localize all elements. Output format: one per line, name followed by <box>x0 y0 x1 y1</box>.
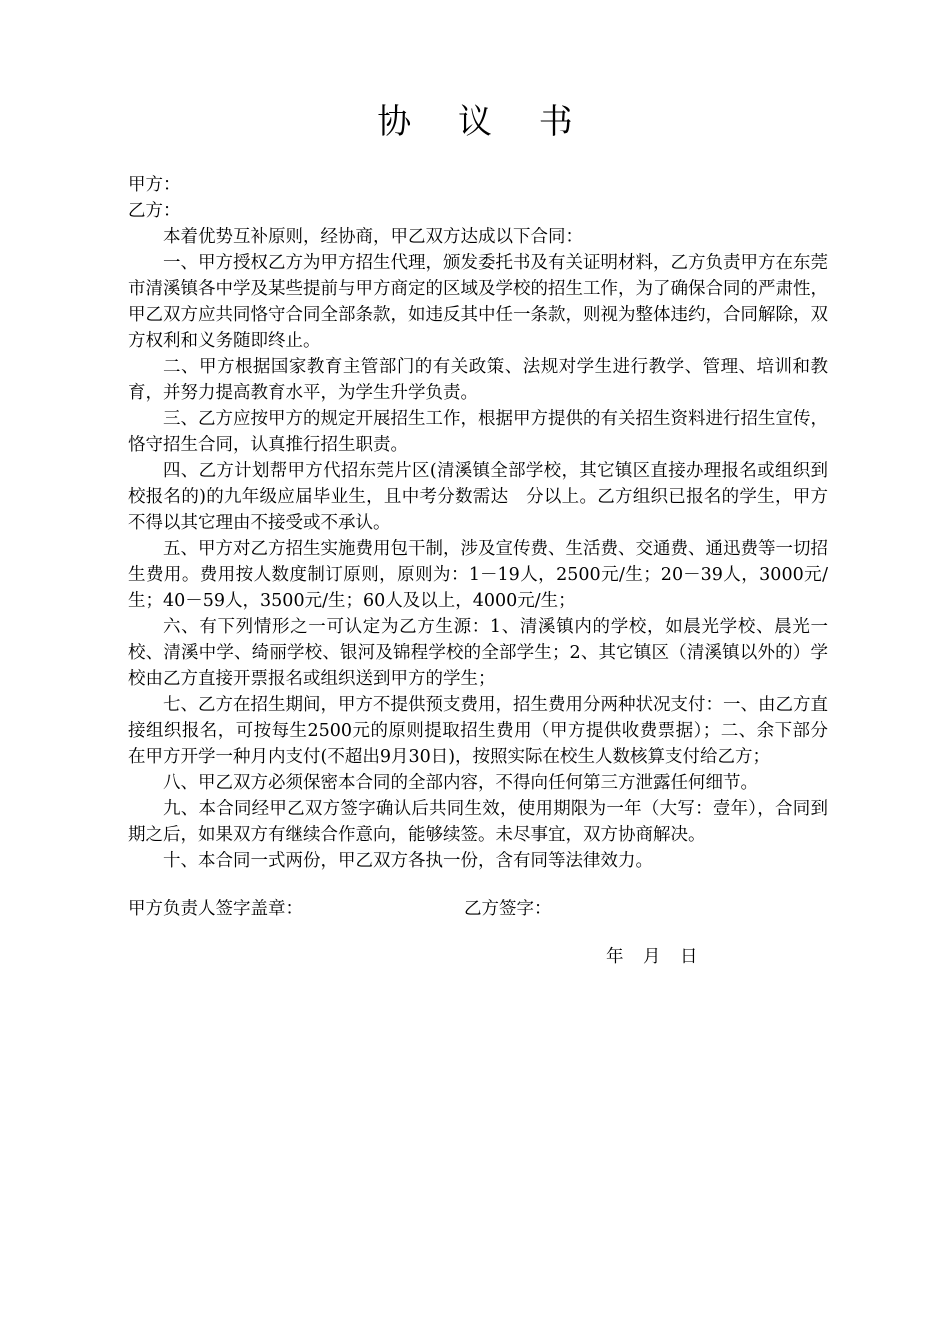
clause-6: 六、有下列情形之一可认定为乙方生源：1、清溪镇内的学校，如晨光学校、晨光一校、清溪中学、绮丽学校、银河及锦程学校的全部学生；2、其它镇区（清溪镇以外的）学校由乙方直接开票报名或组织送到甲方的学生； <box>128 617 828 689</box>
intro-paragraph: 本着优势互补原则，经协商，甲乙双方达成以下合同： <box>163 227 583 247</box>
clause-9: 九、本合同经甲乙双方签字确认后共同生效，使用期限为一年（大写：壹年），合同到期之后，如果双方有继续合作意向，能够续签。未尽事宜，双方协商解决。 <box>128 799 828 845</box>
clause-2: 二、甲方根据国家教育主管部门的有关政策、法规对学生进行教学、管理、培训和教育，并努力提高教育水平，为学生升学负责。 <box>128 357 828 403</box>
party-b-signature-label: 乙方签字： <box>464 899 552 919</box>
date-line: 年 月 日 <box>606 947 699 967</box>
clause-5: 五、甲方对乙方招生实施费用包干制，涉及宣传费、生活费、交通费、通迅费等一切招生费用。费用按人数度制订原则，原则为：1－19人，2500元/生；20－39人，3000元/生；40－59人，3500元/生；60人及以上，4000元/生； <box>128 539 828 611</box>
clause-3: 三、乙方应按甲方的规定开展招生工作，根据甲方提供的有关招生资料进行招生宣传，恪守招生合同，认真推行招生职责。 <box>128 409 828 455</box>
party-b-label: 乙方： <box>128 201 181 221</box>
clause-10: 十、本合同一式两份，甲乙双方各执一份，含有同等法律效力。 <box>163 851 653 871</box>
document-body <box>128 172 828 874</box>
party-a-signature-label: 甲方负责人签字盖章： <box>128 899 303 919</box>
party-a-label: 甲方： <box>128 175 181 195</box>
clause-4: 四、乙方计划帮甲方代招东莞片区(清溪镇全部学校，其它镇区直接办理报名或组织到校报名的)的九年级应届毕业生，且中考分数需达 分以上。乙方组织已报名的学生，甲方不得以其它理由不接受或不承认。 <box>128 461 828 533</box>
clause-1: 一、甲方授权乙方为甲方招生代理，颁发委托书及有关证明材料，乙方负责甲方在东莞市清溪镇各中学及某些提前与甲方商定的区域及学校的招生工作，为了确保合同的严肃性，甲乙双方应共同恪守合同全部条款，如违反其中任一条款，则视为整体违约，合同解除，双方权利和义务随即终止。 <box>128 253 828 351</box>
clause-8: 八、甲乙双方必须保密本合同的全部内容，不得向任何第三方泄露任何细节。 <box>163 773 758 793</box>
document-title: 协 议 书 <box>377 102 591 142</box>
clause-7: 七、乙方在招生期间，甲方不提供预支费用，招生费用分两种状况支付：一、由乙方直接组织报名，可按每生2500元的原则提取招生费用（甲方提供收费票据）；二、余下部分在甲方开学一种月内支付(不超出9月30日)，按照实际在校生人数核算支付给乙方； <box>128 695 828 767</box>
